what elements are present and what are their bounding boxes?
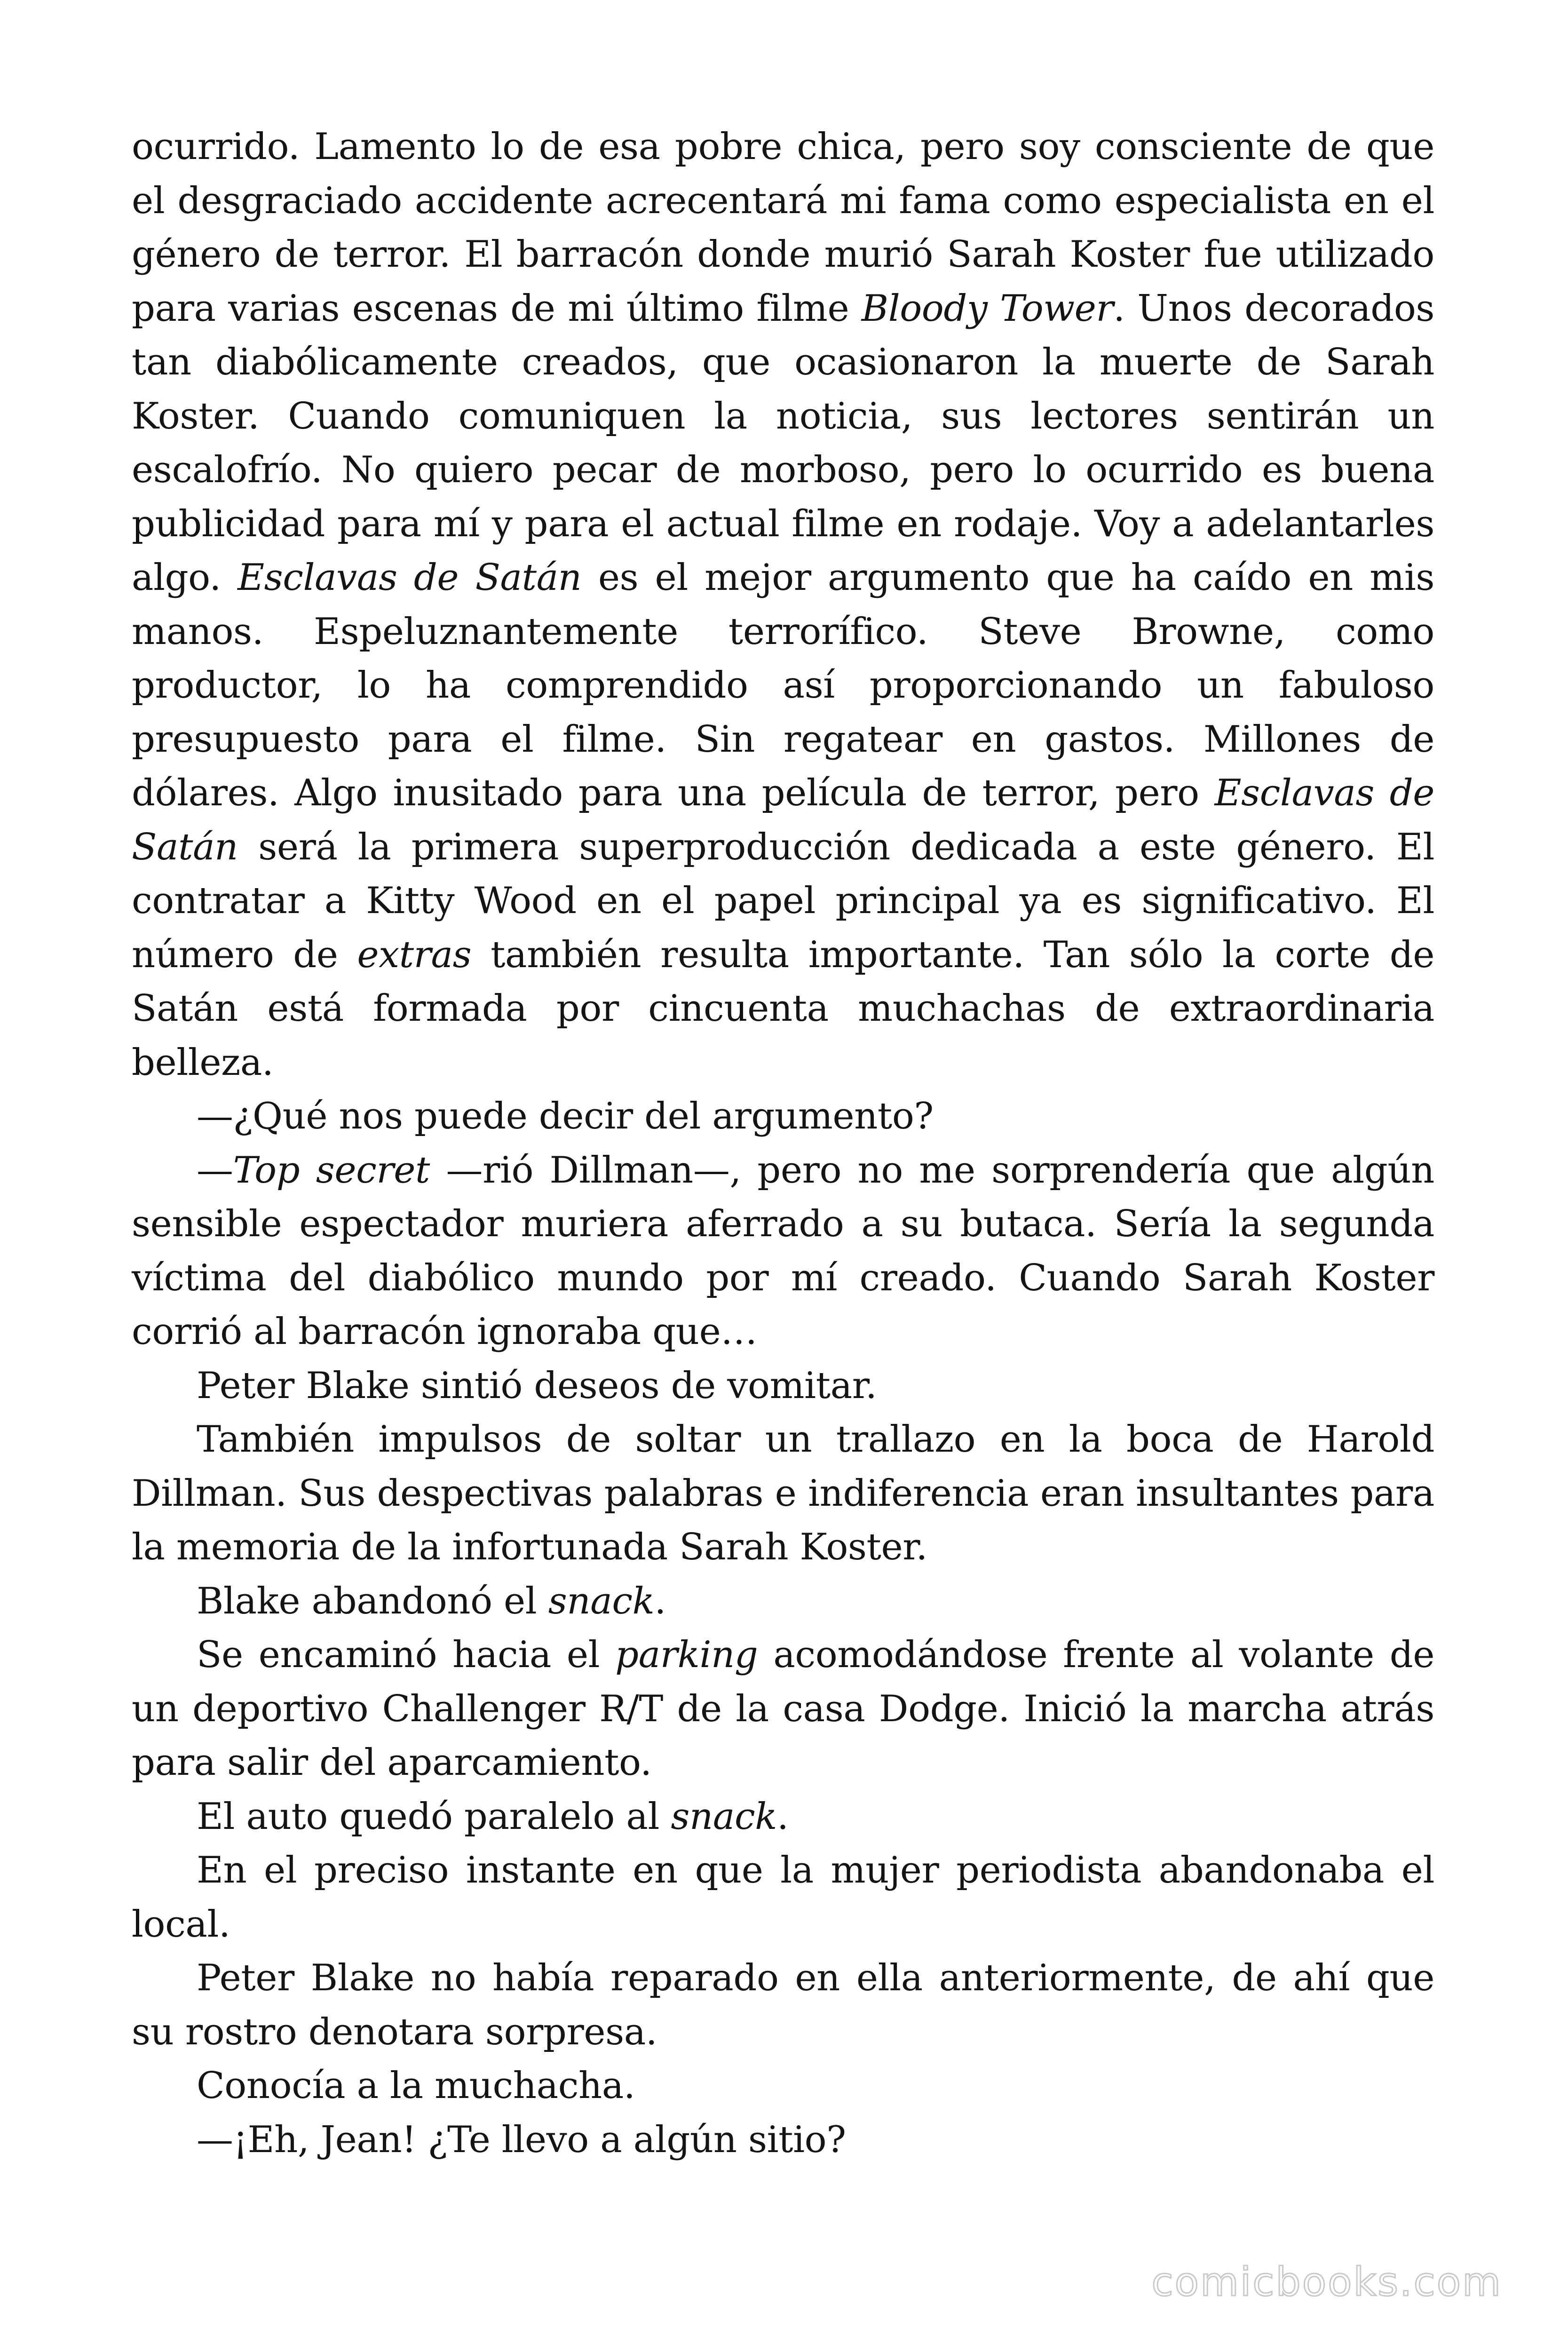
paragraph <box>132 1843 1434 1951</box>
paragraph <box>132 1359 1434 1413</box>
italic-text: parking <box>615 1634 758 1676</box>
text-run: . Unos decorados tan diabólicamente creados, que ocasionaron la muerte de Sarah Koster. Cuando comuniquen la noticia, sus lectores sentirán un escalofrío. No quiero pecar de morboso, pero lo ocurrido es buena publicidad para mí y para el actual filme en rodaje. Voy a adelantarles algo. <box>132 287 1435 599</box>
text-run: acomodándose frente al volante de un deportivo Challenger R/T de la casa Dodge. Inició la marcha atrás para salir del aparcamiento. <box>132 1634 1434 1784</box>
text-run: Peter Blake sintió deseos de vomitar. <box>197 1364 877 1407</box>
paragraph <box>132 120 1434 1089</box>
text-run: es el mejor argumento que ha caído en mis manos. Espeluznantemente terrorífico. Steve Browne, como productor, lo ha comprendido así proporcionando un fabuloso presupuesto para el filme. Sin regatear en gastos. Millones de dólares. Algo inusitado para una película de terror, pero <box>132 556 1434 814</box>
text-run: será la primera superproducción dedicada a este género. El contratar a Kitty Wood en el papel principal ya es significativo. El número de <box>132 826 1434 976</box>
italic-text: Esclavas de Satán <box>238 556 582 599</box>
text-run: En el preciso instante en que la mujer periodista abandonaba el local. <box>132 1849 1434 1946</box>
text-run: Peter Blake no había reparado en ella anteriormente, de ahí que su rostro denotara sorpresa. <box>132 1957 1434 2053</box>
text-run: —¿Qué nos puede decir del argumento? <box>197 1095 934 1137</box>
text-run: también resulta importante. Tan sólo la corte de Satán está formada por cincuenta muchachas de extraordinaria belleza. <box>132 933 1434 1084</box>
paragraph <box>132 1413 1434 1574</box>
text-run: — <box>197 1149 233 1192</box>
italic-text: extras <box>357 933 472 976</box>
paragraph <box>132 1951 1434 2059</box>
italic-text: snack <box>548 1580 655 1622</box>
watermark-logo: comicbooks.com <box>1151 2259 1502 2305</box>
page-body <box>132 120 1434 2167</box>
italic-text: Top secret <box>233 1149 430 1192</box>
text-run: —¡Eh, Jean! ¿Te llevo a algún sitio? <box>197 2118 846 2161</box>
italic-text: snack <box>671 1795 777 1838</box>
paragraph <box>132 1628 1434 1790</box>
paragraph <box>132 1089 1434 1144</box>
text-run: —rió Dillman—, pero no me sorprendería que algún sensible espectador muriera aferrado a su butaca. Sería la segunda víctima del diabólico mundo por mí creado. Cuando Sarah Koster corrió al barracón ignoraba que… <box>132 1149 1434 1353</box>
text-run: ocurrido. Lamento lo de esa pobre chica, pero soy consciente de que el desgraciado accidente acrecentará mi fama como especialista en el género de terror. El barracón donde murió Sarah Koster fue utilizado para varias escenas de mi último filme <box>132 126 1434 330</box>
text-run: . <box>777 1795 789 1838</box>
text-run: También impulsos de soltar un trallazo en la boca de Harold Dillman. Sus despectivas palabras e indiferencia eran insultantes para la memoria de la infortunada Sarah Koster. <box>132 1418 1434 1568</box>
paragraph <box>132 2113 1434 2167</box>
italic-text: Esclavas de Satán <box>132 772 1434 868</box>
text-run: Se encaminó hacia el <box>197 1634 616 1676</box>
italic-text: Bloody Tower <box>861 287 1114 330</box>
paragraph <box>132 1790 1434 1844</box>
paragraph <box>132 1144 1434 1359</box>
text-run: Blake abandonó el <box>197 1580 548 1622</box>
paragraph <box>132 2059 1434 2113</box>
text-run: El auto quedó paralelo al <box>197 1795 671 1838</box>
text-run: Conocía a la muchacha. <box>197 2065 635 2107</box>
text-run: . <box>654 1580 666 1622</box>
paragraph <box>132 1574 1434 1629</box>
